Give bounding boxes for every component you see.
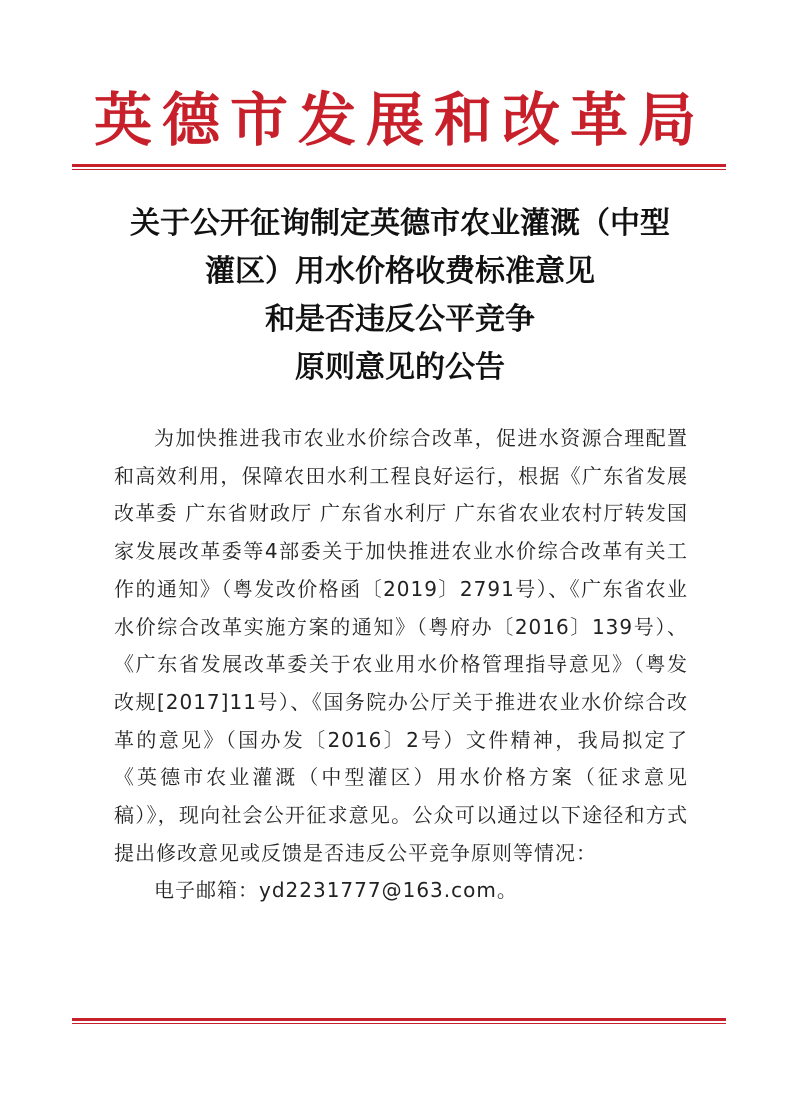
letterhead-org-name: 英德市发展和改革局 <box>93 86 706 154</box>
divider-thin-line <box>72 169 726 170</box>
title-line-1: 关于公开征询制定英德市农业灌溉（中型 <box>130 206 670 241</box>
divider-thick-line <box>72 164 726 167</box>
document-body <box>114 420 688 910</box>
title-line-2: 灌区）用水价格收费标准意见 <box>205 254 595 289</box>
body-paragraph-1: 为加快推进我市农业水价综合改革，促进水资源合理配置和高效利用，保障农田水利工程良好运行，根据《广东省发展改革委 广东省财政厅 广东省水利厅 广东省农业农村厅转发国家发展改革委等4部委关于加快推进农业水价综合改革有关工作的通知》（粤发改价格函〔2019〕2791号）、《广东省农业水价综合改革实施方案的通知》（粤府办〔2016〕139号）、《广东省发展改革委关于农业用水价格管理指导意见》（粤发改规[2017]11号）、《国务院办公厅关于推进农业水价综合改革的意见》（国办发〔2016〕2号）文件精神，我局拟定了《英德市农业灌溉（中型灌区）用水价格方案（征求意见稿）》，现向社会公开征求意见。公众可以通过以下途径和方式提出修改意见或反馈是否违反公平竞争原则等情况： <box>114 426 688 865</box>
title-line-3: 和是否违反公平竞争 <box>265 302 535 337</box>
title-line-4: 原则意见的公告 <box>295 350 505 385</box>
document-title <box>110 200 690 392</box>
letterhead-divider <box>72 164 726 170</box>
body-paragraph-email: 电子邮箱：yd2231777@163.com。 <box>154 878 518 903</box>
footer-divider <box>72 1018 726 1024</box>
footer-divider-thin-line <box>72 1023 726 1024</box>
footer-divider-thick-line <box>72 1018 726 1021</box>
